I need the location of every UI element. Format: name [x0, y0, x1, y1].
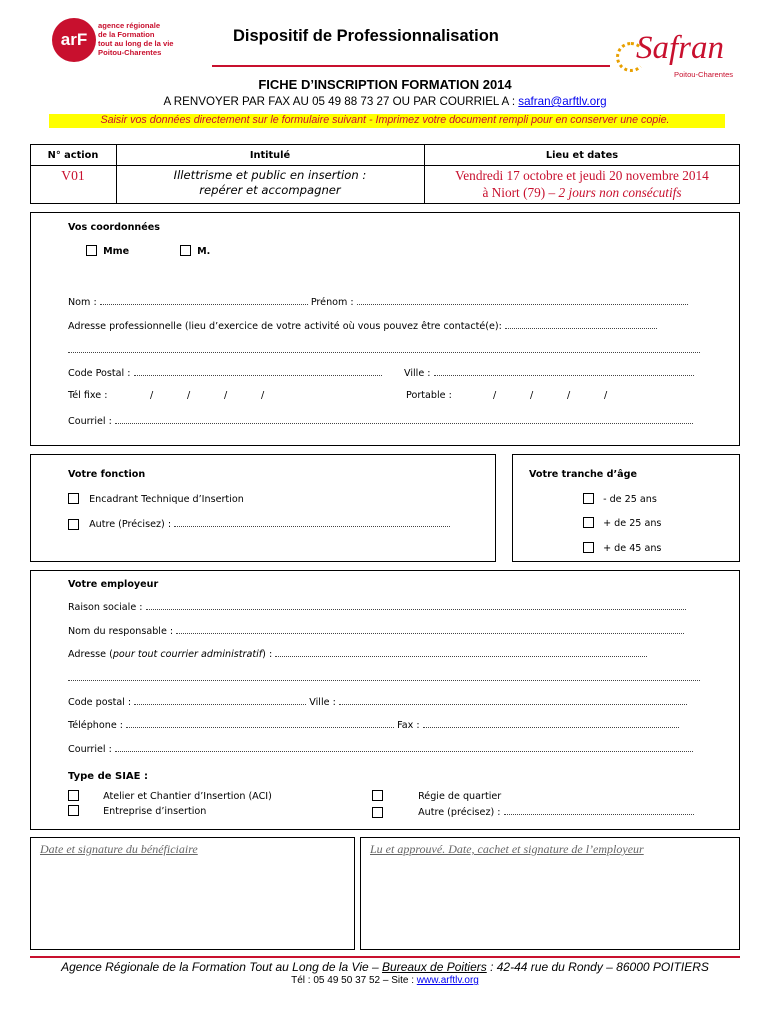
- autre-fonction-field[interactable]: [174, 517, 450, 527]
- nom-field[interactable]: [100, 295, 308, 305]
- adresse-employeur-field[interactable]: [275, 647, 647, 657]
- employeur-courriel-field[interactable]: [115, 742, 693, 752]
- footer-contact: Tél : 05 49 50 37 52 – Site : www.arftlv.org: [291, 975, 479, 986]
- signature-employeur-label: Lu et approuvé. Date, cachet et signature de l’employeur: [370, 842, 644, 856]
- nom-label: Nom :: [68, 297, 97, 308]
- age-plus-45-checkbox[interactable]: [583, 542, 594, 553]
- prenom-field[interactable]: [357, 295, 688, 305]
- tel-fixe-label: Tél fixe :: [68, 390, 108, 401]
- mme-checkbox[interactable]: [86, 245, 97, 256]
- adresse-pro-label: Adresse professionnelle (lieu d’exercice de votre activité où vous pouvez être contacté(e):: [68, 321, 502, 332]
- courriel-label: Courriel :: [68, 416, 112, 427]
- siae-aci-checkbox[interactable]: [68, 790, 79, 801]
- fax-label: Fax :: [397, 720, 420, 731]
- adresse-employeur-field-2[interactable]: [68, 671, 700, 681]
- safran-logo: Safran Poitou-Charentes: [614, 30, 744, 82]
- adresse-employeur-label: Adresse (pour tout courrier administratif) :: [68, 649, 273, 660]
- adresse-pro-field[interactable]: [505, 319, 657, 329]
- logo-line-2: de la Formation: [98, 30, 155, 39]
- employeur-heading: Votre employeur: [68, 579, 159, 590]
- footer-address: Agence Régionale de la Formation Tout au Long de la Vie – Bureaux de Poitiers : 42-44 rue du Rondy – 86000 POITIERS: [61, 960, 709, 974]
- siae-ei-label: Entreprise d’insertion: [103, 805, 207, 817]
- lieu-line-1: Vendredi 17 octobre et jeudi 20 novembre 2014: [455, 168, 709, 183]
- intitule-line-2: repérer et accompagner: [199, 183, 341, 197]
- autre-fonction-checkbox[interactable]: [68, 519, 79, 530]
- col-header-intitule: Intitulé: [249, 150, 291, 161]
- autre-fonction-label: Autre (Précisez) :: [89, 519, 172, 530]
- responsable-label: Nom du responsable :: [68, 626, 174, 637]
- form-title: FICHE D’INSCRIPTION FORMATION 2014: [258, 77, 512, 92]
- siae-regie-checkbox[interactable]: [372, 790, 383, 801]
- code-postal-field[interactable]: [134, 366, 382, 376]
- telephone-label: Téléphone :: [68, 720, 124, 731]
- age-moins-25-label: - de 25 ans: [603, 493, 657, 505]
- siae-regie-label: Régie de quartier: [418, 790, 502, 802]
- arf-logo: [52, 18, 202, 62]
- employeur-code-postal-label: Code postal :: [68, 697, 132, 708]
- employeur-courriel-label: Courriel :: [68, 744, 112, 755]
- raison-sociale-label: Raison sociale :: [68, 602, 143, 613]
- siae-ei-checkbox[interactable]: [68, 805, 79, 816]
- col-header-action: N° action: [47, 150, 99, 161]
- employeur-ville-field[interactable]: [339, 695, 687, 705]
- age-plus-45-label: + de 45 ans: [603, 542, 662, 554]
- lieu-line-2: à Niort (79) – 2 jours non consécutifs: [482, 185, 682, 200]
- siae-aci-label: Atelier et Chantier d’Insertion (ACI): [103, 790, 272, 802]
- m-checkbox[interactable]: [180, 245, 191, 256]
- raison-sociale-field[interactable]: [146, 600, 686, 610]
- footer-rule: [30, 956, 740, 958]
- intitule-line-1: Illettrisme et public en insertion :: [173, 168, 367, 182]
- siae-autre-checkbox[interactable]: [372, 807, 383, 818]
- telephone-field[interactable]: [126, 718, 394, 728]
- fax-field[interactable]: [423, 718, 679, 728]
- employeur-ville-label: Ville :: [309, 697, 336, 708]
- employeur-code-postal-field[interactable]: [134, 695, 306, 705]
- action-code: V01: [61, 168, 85, 183]
- signature-beneficiaire-label: Date et signature du bénéficiaire: [40, 842, 198, 856]
- siae-autre-label: Autre (précisez) :: [418, 807, 501, 818]
- mme-label: Mme: [103, 245, 130, 257]
- title-underline: [212, 65, 610, 67]
- code-postal-label: Code Postal :: [68, 368, 131, 379]
- send-instruction: A RENVOYER PAR FAX AU 05 49 88 73 27 OU PAR COURRIEL A : safran@arftlv.org: [163, 95, 607, 108]
- siae-autre-field[interactable]: [504, 805, 694, 815]
- portable-label: Portable :: [406, 390, 452, 401]
- coordonnees-heading: Vos coordonnées: [68, 222, 160, 233]
- responsable-field[interactable]: [176, 624, 684, 634]
- arf-logo-mark: arF: [52, 18, 96, 62]
- email-link[interactable]: safran@arftlv.org: [518, 95, 607, 108]
- encadrant-checkbox[interactable]: [68, 493, 79, 504]
- ville-label: Ville :: [404, 368, 431, 379]
- adresse-pro-field-2[interactable]: [68, 343, 700, 353]
- prenom-label: Prénom :: [310, 297, 354, 308]
- logo-line-4: Poitou-Charentes: [98, 48, 162, 57]
- logo-line-1: agence régionale: [98, 21, 161, 30]
- tel-fixe-field[interactable]: / / / /: [150, 390, 265, 401]
- siae-heading: Type de SIAE :: [68, 771, 148, 782]
- col-header-lieu: Lieu et dates: [545, 150, 619, 161]
- fonction-heading: Votre fonction: [68, 469, 146, 480]
- age-plus-25-checkbox[interactable]: [583, 517, 594, 528]
- age-heading: Votre tranche d’âge: [529, 469, 637, 480]
- age-moins-25-checkbox[interactable]: [583, 493, 594, 504]
- page-title: Dispositif de Professionnalisation: [233, 27, 499, 45]
- ville-field[interactable]: [434, 366, 694, 376]
- m-label: M.: [197, 245, 211, 257]
- courriel-field[interactable]: [115, 414, 693, 424]
- fill-instruction: Saisir vos données directement sur le formulaire suivant - Imprimez votre document rempli pour en conserver une copie.: [100, 114, 670, 126]
- portable-field[interactable]: / / / /: [493, 390, 608, 401]
- age-plus-25-label: + de 25 ans: [603, 517, 662, 529]
- site-link[interactable]: www.arftlv.org: [416, 975, 479, 986]
- logo-line-3: tout au long de la vie: [98, 39, 174, 48]
- encadrant-label: Encadrant Technique d’Insertion: [89, 493, 244, 505]
